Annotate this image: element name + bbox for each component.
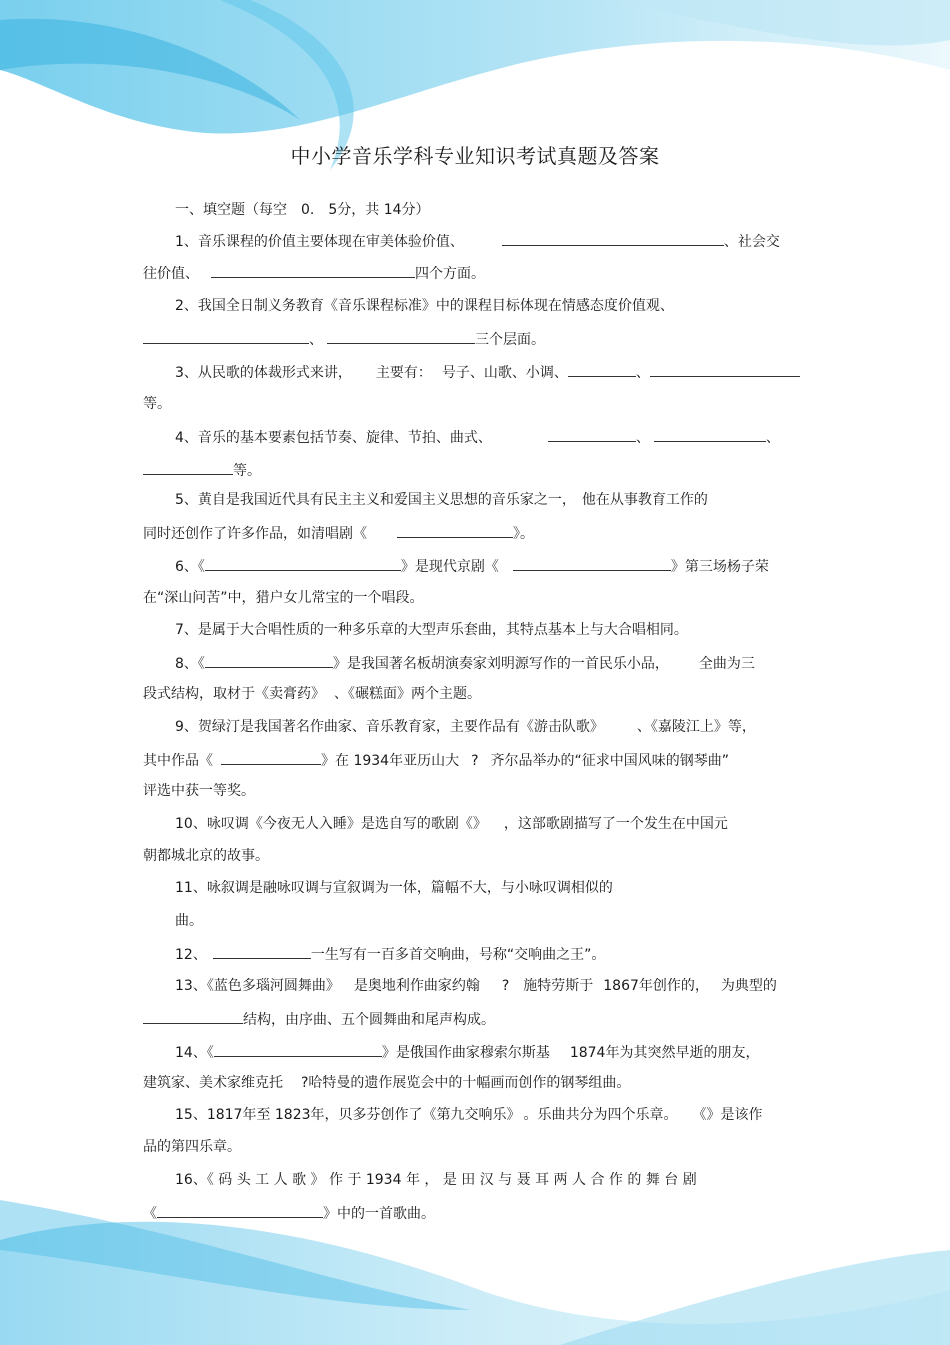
question-15-line-2 bbox=[143, 1137, 241, 1157]
blank[interactable] bbox=[513, 555, 671, 571]
question-4-line-2 bbox=[143, 459, 261, 481]
text: 1874年为其突然早逝的朋友， bbox=[569, 1045, 760, 1061]
text: ，这部歌剧描写了一个发生在中国元 bbox=[503, 816, 728, 832]
question-12-line-1 bbox=[175, 943, 605, 965]
question-16-line-2 bbox=[143, 1202, 435, 1224]
blank[interactable] bbox=[143, 459, 233, 475]
question-5-line-1 bbox=[175, 490, 708, 510]
text: 曲。 bbox=[175, 913, 203, 929]
question-3-line-2 bbox=[143, 394, 171, 414]
question-1-line-2 bbox=[143, 262, 485, 284]
question-9-line-3 bbox=[143, 781, 255, 801]
text: 其中作品《 bbox=[143, 753, 213, 769]
text: 品的第四乐章。 bbox=[143, 1139, 241, 1155]
question-11-line-1 bbox=[175, 878, 613, 898]
question-1-line-1 bbox=[175, 230, 780, 252]
text: 》第三场杨子荣 bbox=[670, 559, 769, 575]
text: 4、音乐的基本要素包括节奏、旋律、节拍、曲式、 bbox=[175, 430, 492, 446]
text: 6、《 bbox=[175, 559, 205, 575]
blank[interactable] bbox=[214, 1041, 382, 1057]
question-9-line-1 bbox=[175, 717, 756, 737]
text: 朝都城北京的故事。 bbox=[143, 848, 269, 864]
blank[interactable] bbox=[143, 1008, 243, 1024]
question-7-line-1 bbox=[175, 620, 688, 640]
question-11-line-2 bbox=[175, 911, 203, 931]
question-10-line-1 bbox=[175, 814, 728, 834]
text: ?哈特曼的遗作展览会中的十幅画而创作的钢琴组曲。 bbox=[301, 1075, 631, 1091]
blank[interactable] bbox=[205, 652, 333, 668]
blank[interactable] bbox=[143, 328, 309, 344]
text: 在“深山问苦”中，猎户女儿常宝的一个唱段。 bbox=[143, 590, 424, 606]
text: 、社会交 bbox=[723, 234, 780, 250]
blank[interactable] bbox=[568, 361, 636, 377]
text: 3、从民歌的体裁形式来讲， bbox=[175, 365, 352, 381]
text: 为典型的 bbox=[720, 978, 777, 994]
text: 评选中获一等奖。 bbox=[143, 783, 255, 799]
text: ? bbox=[471, 753, 479, 769]
text: 14、《 bbox=[175, 1045, 214, 1061]
text: 号子、山歌、小调、 bbox=[441, 365, 568, 381]
question-15-line-1 bbox=[175, 1105, 763, 1125]
question-16-line-1 bbox=[175, 1170, 697, 1190]
text: 1867年创作的， bbox=[603, 978, 709, 994]
text: 》是俄国作曲家穆索尔斯基 bbox=[381, 1045, 550, 1061]
text: 、《碾糕面》两个主题。 bbox=[334, 686, 481, 702]
blank[interactable] bbox=[327, 328, 475, 344]
text: 、 bbox=[309, 332, 323, 348]
text: 等。 bbox=[233, 463, 261, 479]
question-14-line-2 bbox=[143, 1073, 630, 1093]
text: 11、咏叙调是融咏叹调与宣叙调为一体，篇幅不大，与小咏叹调相似的 bbox=[175, 880, 613, 896]
text: 三个层面。 bbox=[475, 332, 545, 348]
text: 、 bbox=[635, 430, 650, 446]
text: 《 bbox=[143, 1206, 157, 1222]
text: 、 bbox=[635, 365, 650, 381]
text: 结构，由序曲、五个圆舞曲和尾声构成。 bbox=[243, 1012, 495, 1028]
question-9-line-2 bbox=[143, 749, 729, 771]
text: 全曲为三 bbox=[698, 656, 755, 672]
document-title: 中小学音乐学科专业知识考试真题及答案 bbox=[290, 144, 660, 168]
text: 12、 bbox=[175, 947, 207, 963]
text: 》在 1934年亚历山大 bbox=[321, 753, 460, 769]
question-13-line-2 bbox=[143, 1008, 495, 1030]
text: 四个方面。 bbox=[415, 266, 485, 282]
text: 施特劳斯于 bbox=[523, 978, 594, 994]
text: 等。 bbox=[143, 396, 171, 412]
text: 》中的一首歌曲。 bbox=[323, 1206, 435, 1222]
blank[interactable] bbox=[650, 361, 800, 377]
question-2-line-2 bbox=[143, 328, 545, 350]
blank[interactable] bbox=[205, 555, 401, 571]
text: ? bbox=[501, 978, 510, 994]
section-heading: 一、填空题（每空 0. 5分，共 14分） bbox=[175, 202, 430, 218]
text: 是奥地利作曲家约翰 bbox=[353, 978, 480, 994]
question-2-line-1 bbox=[175, 296, 674, 316]
text: 一生写有一百多首交响曲，号称“交响曲之王”。 bbox=[310, 947, 606, 963]
text: 《》是该作 bbox=[699, 1107, 763, 1123]
text: 》是我国著名板胡演奏家刘明源写作的一首民乐小品， bbox=[332, 656, 669, 672]
text: 5、黄自是我国近代具有民主主义和爱国主义思想的音乐家之一， bbox=[175, 492, 576, 508]
question-8-line-2 bbox=[143, 684, 481, 704]
question-8-line-1 bbox=[175, 652, 755, 674]
blank[interactable] bbox=[548, 426, 636, 442]
blank[interactable] bbox=[221, 749, 321, 765]
question-4-line-1 bbox=[175, 426, 780, 448]
text: 、《嘉陵江上》等， bbox=[636, 719, 756, 735]
text: 9、贺绿汀是我国著名作曲家、音乐教育家，主要作品有《游击队歌》 bbox=[175, 719, 597, 735]
question-10-line-2 bbox=[143, 846, 269, 866]
blank[interactable] bbox=[502, 230, 724, 246]
text: 。乐曲共分为四个乐章。 bbox=[523, 1107, 678, 1123]
blank[interactable] bbox=[397, 522, 513, 538]
text: 》。 bbox=[513, 526, 534, 542]
blank[interactable] bbox=[654, 426, 766, 442]
text: 8、《 bbox=[175, 656, 205, 672]
question-5-line-2 bbox=[143, 522, 534, 544]
text: 同时还创作了许多作品，如清唱剧《 bbox=[143, 526, 367, 542]
text: 7、是属于大合唱性质的一种多乐章的大型声乐套曲，其特点基本上与大合唱相同。 bbox=[175, 622, 688, 638]
text: 2、我国全日制义务教育《音乐课程标准》中的课程目标体现在情感态度价值观、 bbox=[175, 298, 674, 314]
text: 主要有： bbox=[375, 365, 432, 381]
text: 段式结构，取材于《卖膏药》 bbox=[143, 686, 318, 702]
question-6-line-1 bbox=[175, 555, 769, 577]
question-6-line-2 bbox=[143, 588, 424, 608]
text: 齐尔品举办的“征求中国风味的钢琴曲” bbox=[490, 753, 730, 769]
text: 他在从事教育工作的 bbox=[581, 492, 708, 508]
text: 13、《蓝色多瑙河圆舞曲》 bbox=[175, 978, 340, 994]
text: 往价值、 bbox=[143, 266, 199, 282]
text: 建筑家、美术家维克托 bbox=[143, 1075, 283, 1091]
text: 16、《 码 头 工 人 歌 》 作 于 1934 年 ， 是 田 汉 与 聂 耳 两 人 合 作 的 舞 台 剧 bbox=[175, 1172, 697, 1188]
text: 15、1817年至 1823年，贝多芬创作了《第九交响乐》 bbox=[175, 1107, 514, 1123]
blank[interactable] bbox=[157, 1202, 323, 1218]
text: 》是现代京剧《 bbox=[400, 559, 499, 575]
blank[interactable] bbox=[211, 262, 415, 278]
question-3-line-1 bbox=[175, 361, 800, 383]
question-14-line-1 bbox=[175, 1041, 759, 1063]
text: 10、咏叹调《今夜无人入睡》是选自写的歌剧《》 bbox=[175, 816, 480, 832]
text: 1、音乐课程的价值主要体现在审美体验价值、 bbox=[175, 234, 464, 250]
text: 、 bbox=[765, 430, 780, 446]
blank[interactable] bbox=[213, 943, 311, 959]
question-13-line-1 bbox=[175, 976, 777, 996]
